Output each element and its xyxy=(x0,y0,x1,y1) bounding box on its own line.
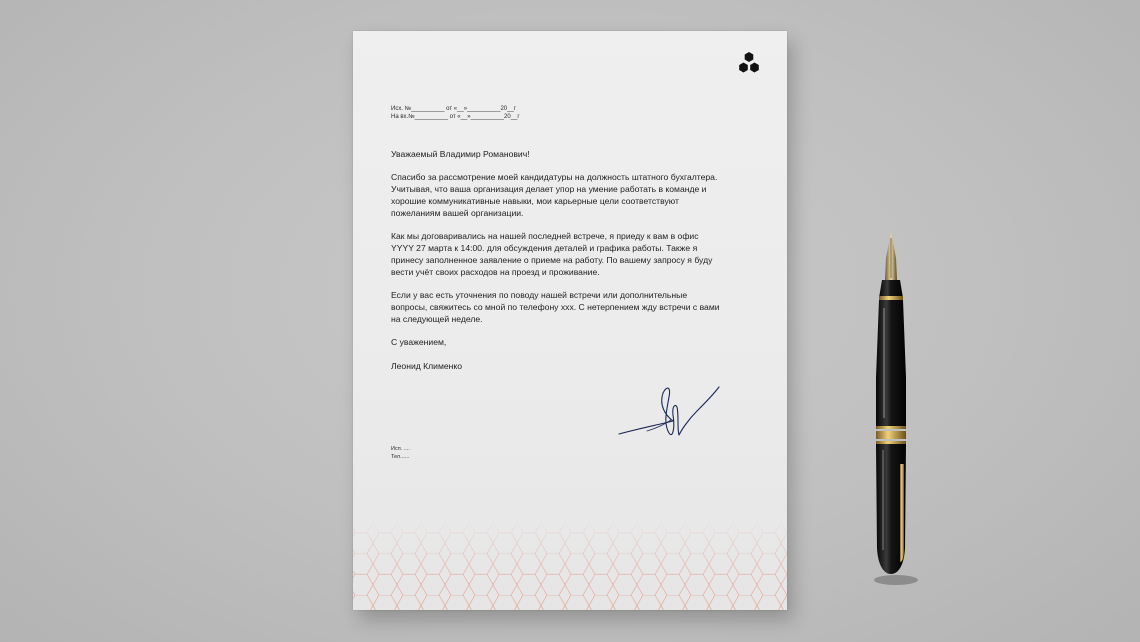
paragraph-1: Спасибо за рассмотрение моей кандидатуры на должность штатного бухгалтера. Учитывая, что ваша организация делает упор на умение работать в команде и хорошие коммуникативные навыки, мои карьерные цели соответствуют пожеланиям вашей организации. xyxy=(391,172,718,218)
hexagon-pattern-decoration xyxy=(353,518,787,610)
handwritten-signature xyxy=(617,381,721,439)
paragraph-3: Если у вас есть уточнения по поводу нашей встречи или дополнительные вопросы, свяжитесь со мной по телефону ххх. С нетерпением жду встречи с вами на следующей неделе. xyxy=(391,290,720,324)
phone-line: Тел...... xyxy=(391,454,410,460)
incoming-ref: На вх.№__________ от «__»__________20__г xyxy=(391,114,520,120)
greeting: Уважаемый Владимир Романович! xyxy=(391,149,530,159)
letter-body xyxy=(391,149,721,385)
outgoing-ref: Исх. №__________ от «__»__________20__г xyxy=(391,106,516,112)
closing: С уважением, xyxy=(391,337,447,348)
company-logo-icon xyxy=(737,51,761,75)
executor-line: Исп. .... xyxy=(391,446,410,452)
paragraph-2: Как мы договаривались на нашей последней встрече, я приеду к вам в офис YYYY 27 марта к 14:00. для обсуждения деталей и графика работы. Также я принесу заполненное заявление о приеме на работу. По вашему запросу я буду вести учёт своих расходов на проезд и проживание. xyxy=(391,231,713,277)
contacts-block xyxy=(391,445,410,461)
fountain-pen-icon xyxy=(860,228,922,586)
sender-name: Леонид Клименко xyxy=(391,361,463,372)
reference-block xyxy=(391,105,520,121)
letter-page xyxy=(353,31,787,610)
